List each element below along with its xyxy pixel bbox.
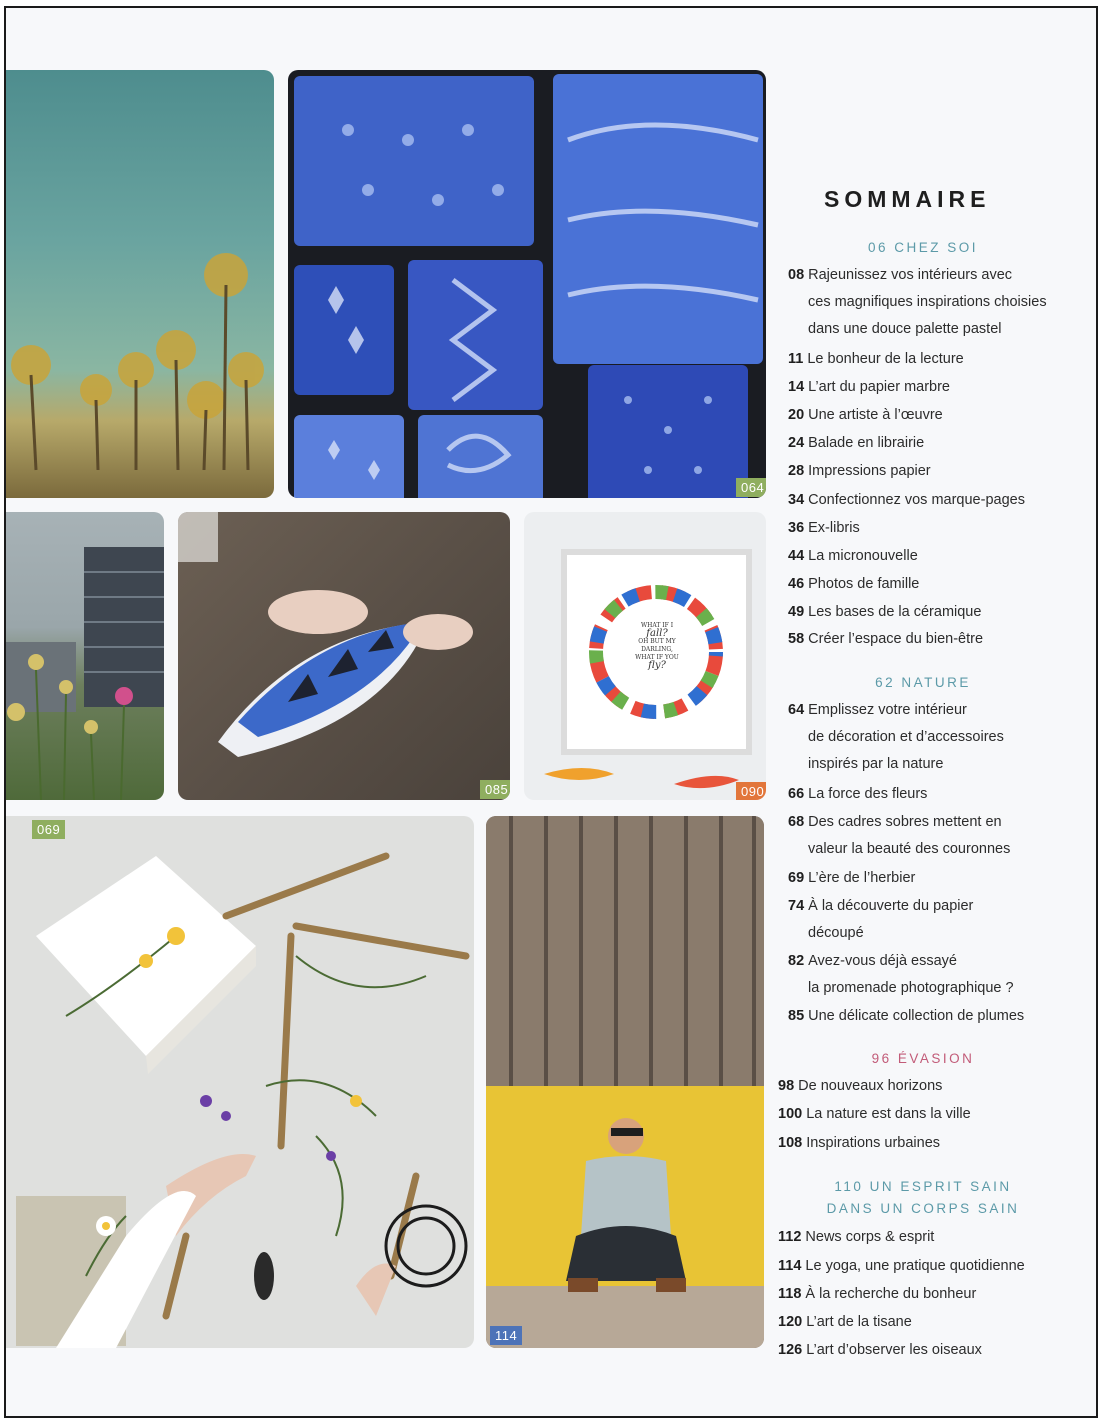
toc-entry [788, 865, 1063, 892]
toc-entry-number: 44 [788, 548, 805, 564]
toc-entry [788, 262, 1063, 343]
toc-entry [788, 430, 1063, 457]
section-heading-nature: 62 NATURE [875, 675, 971, 690]
toc-entry-title: Rajeunissez vos intérieurs avec [808, 267, 1013, 283]
toc-entry-title: Photos de famille [808, 576, 920, 592]
toc-entry-number: 82 [788, 953, 805, 969]
toc-entry-number: 118 [778, 1286, 802, 1302]
magazine-page [4, 6, 1098, 1418]
toc-entry-number: 114 [778, 1258, 802, 1274]
toc-entry-number: 85 [788, 1008, 805, 1024]
page-badge-064: 064 [736, 478, 766, 497]
wreath-quote-line: WHAT IF YOU [635, 654, 679, 661]
toc-title: SOMMAIRE [824, 186, 991, 212]
toc-entry-number: 08 [788, 267, 805, 283]
toc-entry-number: 20 [788, 407, 805, 423]
toc-entry-title: La nature est dans la ville [806, 1106, 971, 1122]
photo-city-flowers [4, 512, 164, 800]
photo-palm-trees [4, 70, 274, 498]
toc-entry-number: 100 [778, 1106, 803, 1122]
toc-entry [778, 1101, 1053, 1128]
section-heading-corps-sain: DANS UN CORPS SAIN [826, 1201, 1020, 1216]
toc-entry [788, 515, 1063, 542]
toc-entry [788, 374, 1063, 401]
toc-entry-number: 14 [788, 379, 805, 395]
toc-entry [778, 1337, 1053, 1364]
toc-entry-title: L’art de la tisane [806, 1314, 912, 1330]
paper-feather-illustration [178, 512, 510, 800]
toc-entry-title: Une artiste à l’œuvre [808, 407, 943, 423]
toc-entry [788, 543, 1063, 570]
section-heading-chez-soi: 06 CHEZ SOI [867, 240, 979, 255]
toc-entry-number: 46 [788, 576, 805, 592]
toc-entry [788, 697, 1063, 778]
toc-entry [778, 1309, 1053, 1336]
toc-entry [788, 402, 1063, 429]
section-heading-evasion: 96 ÉVASION [871, 1051, 975, 1066]
toc-entry-title: De nouveaux horizons [798, 1078, 943, 1094]
wreath-quote [626, 622, 688, 670]
toc-entry-number: 64 [788, 702, 805, 718]
toc-entry [788, 599, 1063, 626]
toc-entry [788, 893, 1063, 947]
toc-entry-title: Le yoga, une pratique quotidienne [805, 1258, 1025, 1274]
shibori-fabric-illustration [288, 70, 766, 498]
toc-entry [788, 626, 1063, 653]
toc-entry [778, 1224, 1053, 1251]
toc-entry-title: Des cadres sobres mettent en [808, 814, 1002, 830]
toc-entry-number: 36 [788, 520, 805, 536]
photo-shibori-fabrics [288, 70, 766, 498]
toc-entry-title: Ex-libris [808, 520, 860, 536]
toc-entry-title: La micronouvelle [808, 548, 918, 564]
toc-entry [788, 809, 1063, 863]
toc-entry-number: 98 [778, 1078, 795, 1094]
toc-entry-title: Le bonheur de la lecture [807, 351, 964, 367]
toc-entry-title: Créer l’espace du bien-être [808, 631, 984, 647]
toc-entry [778, 1281, 1053, 1308]
page-badge-090: 090 [736, 782, 766, 800]
wreath-quote-line: fall? [646, 628, 668, 639]
page-badge-069: 069 [32, 820, 65, 839]
page-badge-114: 114 [490, 1326, 522, 1345]
toc-entry [778, 1253, 1063, 1280]
toc-entry-title-continued: de décoration et d’accessoires [808, 729, 1004, 745]
toc-entry-number: 112 [778, 1229, 802, 1245]
toc-entry-number: 58 [788, 631, 805, 647]
toc-entry-title-continued: valeur la beauté des couronnes [808, 841, 1011, 857]
toc-entry-number: 74 [788, 898, 805, 914]
toc-entry-number: 24 [788, 435, 805, 451]
toc-entry-title: Emplissez votre intérieur [808, 702, 967, 718]
photo-yoga [486, 816, 764, 1348]
toc-entry [788, 1003, 1063, 1030]
toc-entry-title: Confectionnez vos marque-pages [808, 492, 1025, 508]
toc-entry-number: 120 [778, 1314, 803, 1330]
yoga-illustration [486, 816, 764, 1348]
toc-entry-number: 28 [788, 463, 805, 479]
toc-entry [788, 571, 1063, 598]
toc-entry-title-continued: ces magnifiques inspirations choisies [808, 294, 1047, 310]
toc-entry-title-continued: dans une douce palette pastel [808, 321, 1002, 337]
toc-entry-number: 69 [788, 870, 805, 886]
toc-entry-title: News corps & esprit [805, 1229, 935, 1245]
toc-entry-number: 34 [788, 492, 805, 508]
toc-entry-title: Une délicate collection de plumes [808, 1008, 1025, 1024]
herbarium-illustration [4, 816, 474, 1348]
wreath-quote-line: WHAT IF I [640, 622, 674, 629]
toc-entry-title: Inspirations urbaines [806, 1135, 941, 1151]
photo-feather-wreath [524, 512, 766, 800]
toc-entry [788, 948, 1063, 1002]
city-building-illustration [4, 512, 164, 800]
toc-entry [788, 346, 1063, 373]
toc-entry-number: 49 [788, 604, 805, 620]
toc-entry-number: 68 [788, 814, 805, 830]
toc-entry [788, 781, 1063, 808]
toc-entry [778, 1073, 1053, 1100]
toc-entry-title: L’art d’observer les oiseaux [806, 1342, 982, 1358]
section-heading-esprit-sain: 110 UN ESPRIT SAIN [834, 1179, 1012, 1194]
toc-entry [778, 1130, 1053, 1157]
toc-entry-title: Avez-vous déjà essayé [808, 953, 957, 969]
toc-entry-title: L’ère de l’herbier [808, 870, 916, 886]
photo-herbarium [4, 816, 474, 1348]
toc-entry-title: À la recherche du bonheur [805, 1286, 977, 1302]
toc-entry-title: Impressions papier [808, 463, 931, 479]
toc-entry-title: La force des fleurs [808, 786, 928, 802]
toc-entry-number: 108 [778, 1135, 803, 1151]
toc-entry [788, 458, 1063, 485]
page-badge-085: 085 [480, 780, 510, 799]
toc-entry-title: Balade en librairie [808, 435, 925, 451]
toc-entry-title-continued: inspirés par la nature [808, 756, 944, 772]
wreath-quote-line: fly? [648, 660, 666, 671]
toc-entry-title-continued: la promenade photographique ? [808, 980, 1014, 996]
toc-entry-title: Les bases de la céramique [808, 604, 982, 620]
photo-paper-feather [178, 512, 510, 800]
toc-entry-number: 126 [778, 1342, 803, 1358]
toc-entry [788, 487, 1063, 514]
toc-entry-title-continued: découpé [808, 925, 864, 941]
toc-entry-number: 66 [788, 786, 805, 802]
wreath-quote-line: OH BUT MY DARLING, [638, 638, 676, 653]
toc-entry-title: L’art du papier marbre [808, 379, 950, 395]
palm-trees-illustration [4, 70, 274, 498]
toc-entry-number: 11 [788, 351, 804, 367]
toc-entry-title: À la découverte du papier [808, 898, 974, 914]
